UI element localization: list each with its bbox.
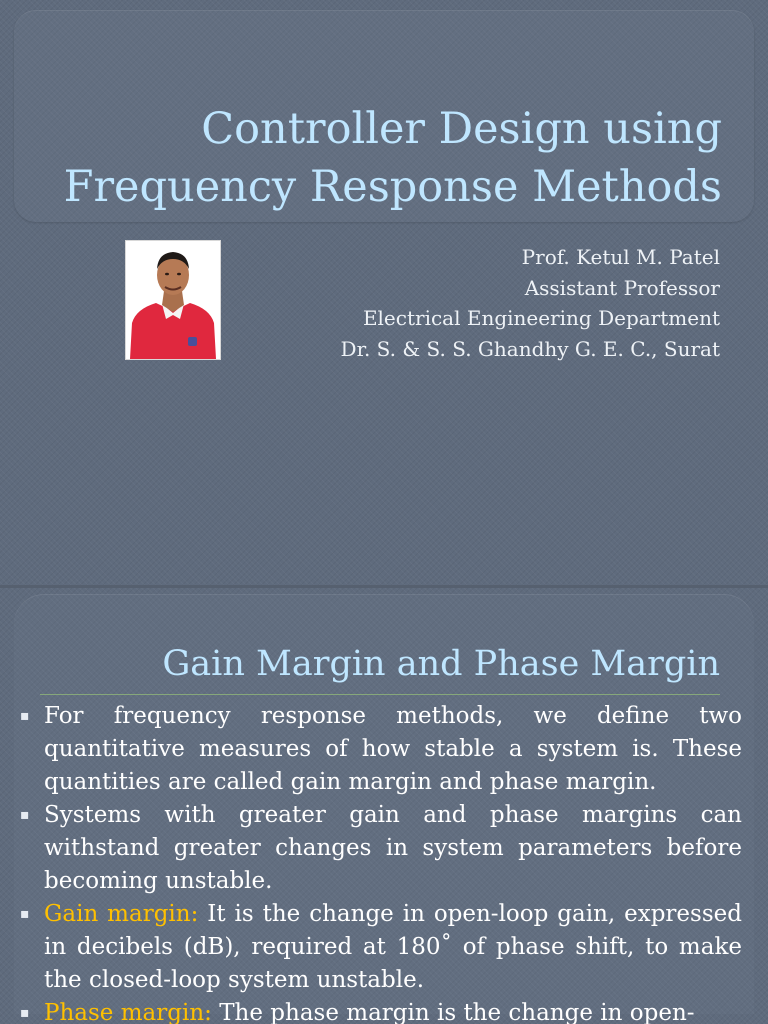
author-department: Electrical Engineering Department	[362, 306, 720, 330]
square-bullet-icon: ▪	[20, 807, 30, 823]
bullet-text: It is the change in open-loop gain, expressed in decibels (dB), required at 180˚ of phase shift, to make the closed-loop system unstable.	[44, 901, 742, 993]
bullet-list	[20, 700, 742, 1024]
slide-title-line-2: Frequency Response Methods	[63, 162, 722, 212]
content-slide-title: Gain Margin and Phase Margin	[162, 644, 720, 684]
author-institute: Dr. S. & S. S. Ghandhy G. E. C., Surat	[340, 336, 720, 361]
bullet-text: The phase margin is the change in open-	[219, 1000, 695, 1024]
presenter-photo	[125, 240, 221, 360]
bullet-item-4	[20, 997, 742, 1024]
bullet-term-gain-margin: Gain margin:	[44, 901, 199, 927]
bullet-text: Systems with greater gain and phase margins can withstand greater changes in system parameters before becoming unstable.	[44, 802, 742, 894]
square-bullet-icon: ▪	[20, 1005, 30, 1021]
content-slide	[0, 588, 768, 1024]
bullet-item-2	[20, 799, 742, 898]
bullet-item-1	[20, 700, 742, 799]
bullet-text: For frequency response methods, we define two quantitative measures of how stable a system is. These quantities are called gain margin and phase margin.	[44, 703, 742, 795]
square-bullet-icon: ▪	[20, 708, 30, 724]
square-bullet-icon: ▪	[20, 906, 30, 922]
slide-title-line-1: Controller Design using	[201, 104, 722, 154]
title-underline	[40, 694, 720, 695]
author-block	[280, 242, 720, 364]
author-name: Prof. Ketul M. Patel	[521, 245, 720, 269]
bullet-term-phase-margin: Phase margin:	[44, 1000, 212, 1024]
author-position: Assistant Professor	[524, 275, 720, 300]
bullet-item-3	[20, 898, 742, 997]
slide-title	[22, 100, 722, 216]
